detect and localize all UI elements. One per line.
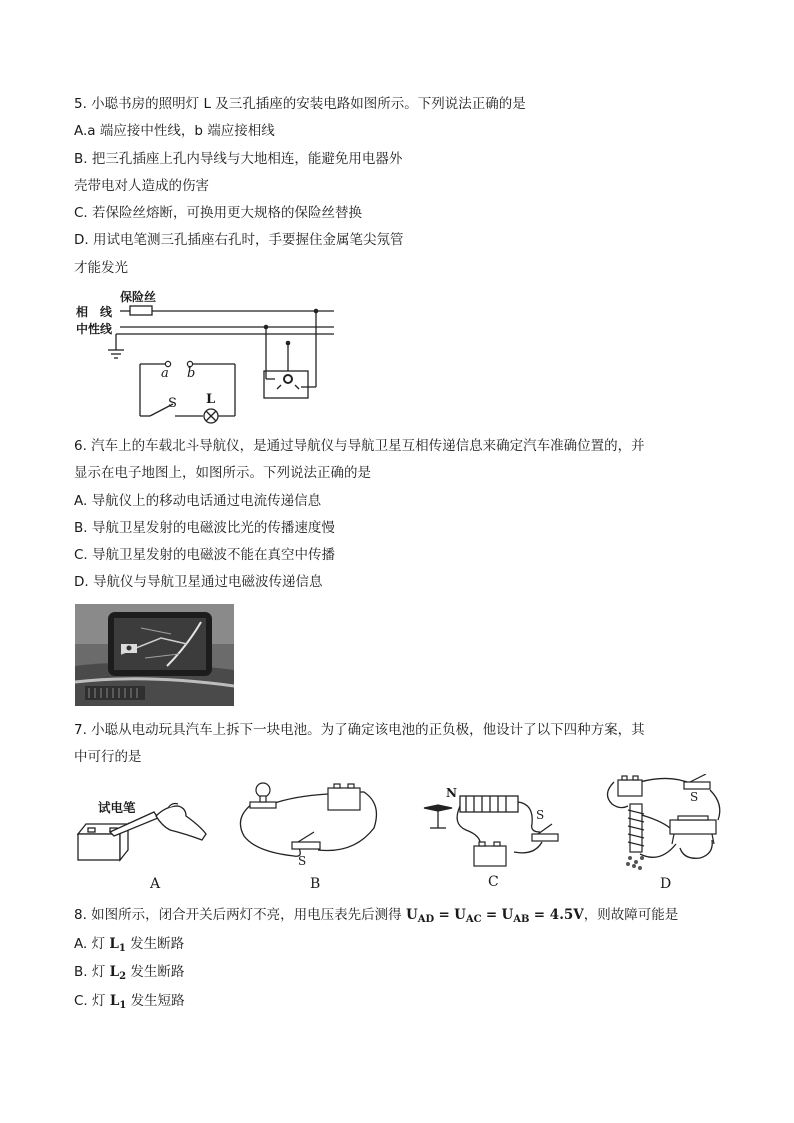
q5-option-d-line1: D. 用试电笔测三孔插座右孔时，手要握住金属笔尖氖管 <box>74 232 404 248</box>
q5-option-b-line2: 壳带电对人造成的伤害 <box>74 178 209 194</box>
u-ac: $U_{AC}$ <box>454 907 482 925</box>
q6-stem-line2: 显示在电子地图上，如图所示。下列说法正确的是 <box>74 465 371 481</box>
test-pen-label: 试电笔 <box>98 800 136 815</box>
lamp-l1: $L_1$ <box>109 993 127 1011</box>
q6-option-c: C. 导航卫星发射的电磁波不能在真空中传播 <box>74 547 336 563</box>
option-a-label: A <box>150 876 161 892</box>
switch-d-label: S <box>690 790 699 804</box>
q5-option-c: C. 若保险丝熔断，可换用更大规格的保险丝替换 <box>74 205 363 221</box>
q7-figure-b <box>234 776 384 896</box>
switch-b-label: S <box>298 854 307 868</box>
q7-stem-line1: 7. 小聪从电动玩具汽车上拆下一块电池。为了确定该电池的正负极，他设计了以下四种方案，其 <box>74 722 645 738</box>
q8-stem-pre: 8. 如图所示，闭合开关后两灯不亮，用电压表先后测得 <box>74 907 402 923</box>
q5-stem: 5. 小聪书房的照明灯 L 及三孔插座的安装电路如图所示。下列说法正确的是 <box>74 96 526 112</box>
q8-stem: 8. 如图所示，闭合开关后两灯不亮，用电压表先后测得 $U_{AD} = U_{AC} = U_{AB} = 4.5V$，则故障可能是 <box>74 907 679 925</box>
q6-option-a: A. 导航仪上的移动电话通过电流传递信息 <box>74 493 322 509</box>
q6-option-d: D. 导航仪与导航卫星通过电磁波传递信息 <box>74 574 323 590</box>
option-b-label: B <box>310 876 321 892</box>
q7-figure-c <box>422 776 572 896</box>
q6-stem-line1: 6. 汽车上的车载北斗导航仪，是通过导航仪与导航卫星互相传递信息来确定汽车准确位置的，并 <box>74 438 645 454</box>
lamp-l-label: L <box>206 392 216 407</box>
terminal-b-label: b <box>187 366 196 381</box>
q7-figure-a <box>74 786 214 896</box>
fuse-label: 保险丝 <box>120 290 157 304</box>
car-navigation-photo <box>75 604 234 706</box>
lamp-l2: $L_2$ <box>109 964 127 982</box>
option-d-label: D <box>660 876 672 892</box>
q5-option-a: A.a 端应接中性线，b 端应接相线 <box>74 123 275 139</box>
option-c-label: C <box>488 874 499 890</box>
u-ab: $U_{AB}$ <box>501 907 530 925</box>
q7-stem-line2: 中可行的是 <box>74 749 142 765</box>
q8-option-a: A. 灯 $L_1$ 发生断路 <box>74 936 185 954</box>
q5-option-b-line1: B. 把三孔插座上孔内导线与大地相连，能避免用电器外 <box>74 151 403 167</box>
q6-option-b: B. 导航卫星发射的电磁波比光的传播速度慢 <box>74 520 335 536</box>
q5-option-d-line2: 才能发光 <box>74 260 128 276</box>
q5-circuit-figure <box>72 286 352 426</box>
u-ad: $U_{AD}$ <box>405 907 435 925</box>
terminal-a-label: a <box>161 366 169 381</box>
switch-s-label: S <box>168 396 177 411</box>
q8-option-c: C. 灯 $L_1$ 发生短路 <box>74 993 185 1011</box>
switch-c-label: S <box>536 808 545 822</box>
q8-option-b: B. 灯 $L_2$ 发生断路 <box>74 964 185 982</box>
live-wire-label: 相 线 <box>76 305 113 319</box>
north-pole-label: N <box>446 786 457 800</box>
voltage-value: = 4.5V <box>533 907 584 923</box>
neutral-wire-label: 中性线 <box>76 322 113 336</box>
q8-stem-post: ，则故障可能是 <box>583 907 679 923</box>
q7-figure-d <box>600 774 726 896</box>
lamp-l1: $L_1$ <box>109 936 126 954</box>
